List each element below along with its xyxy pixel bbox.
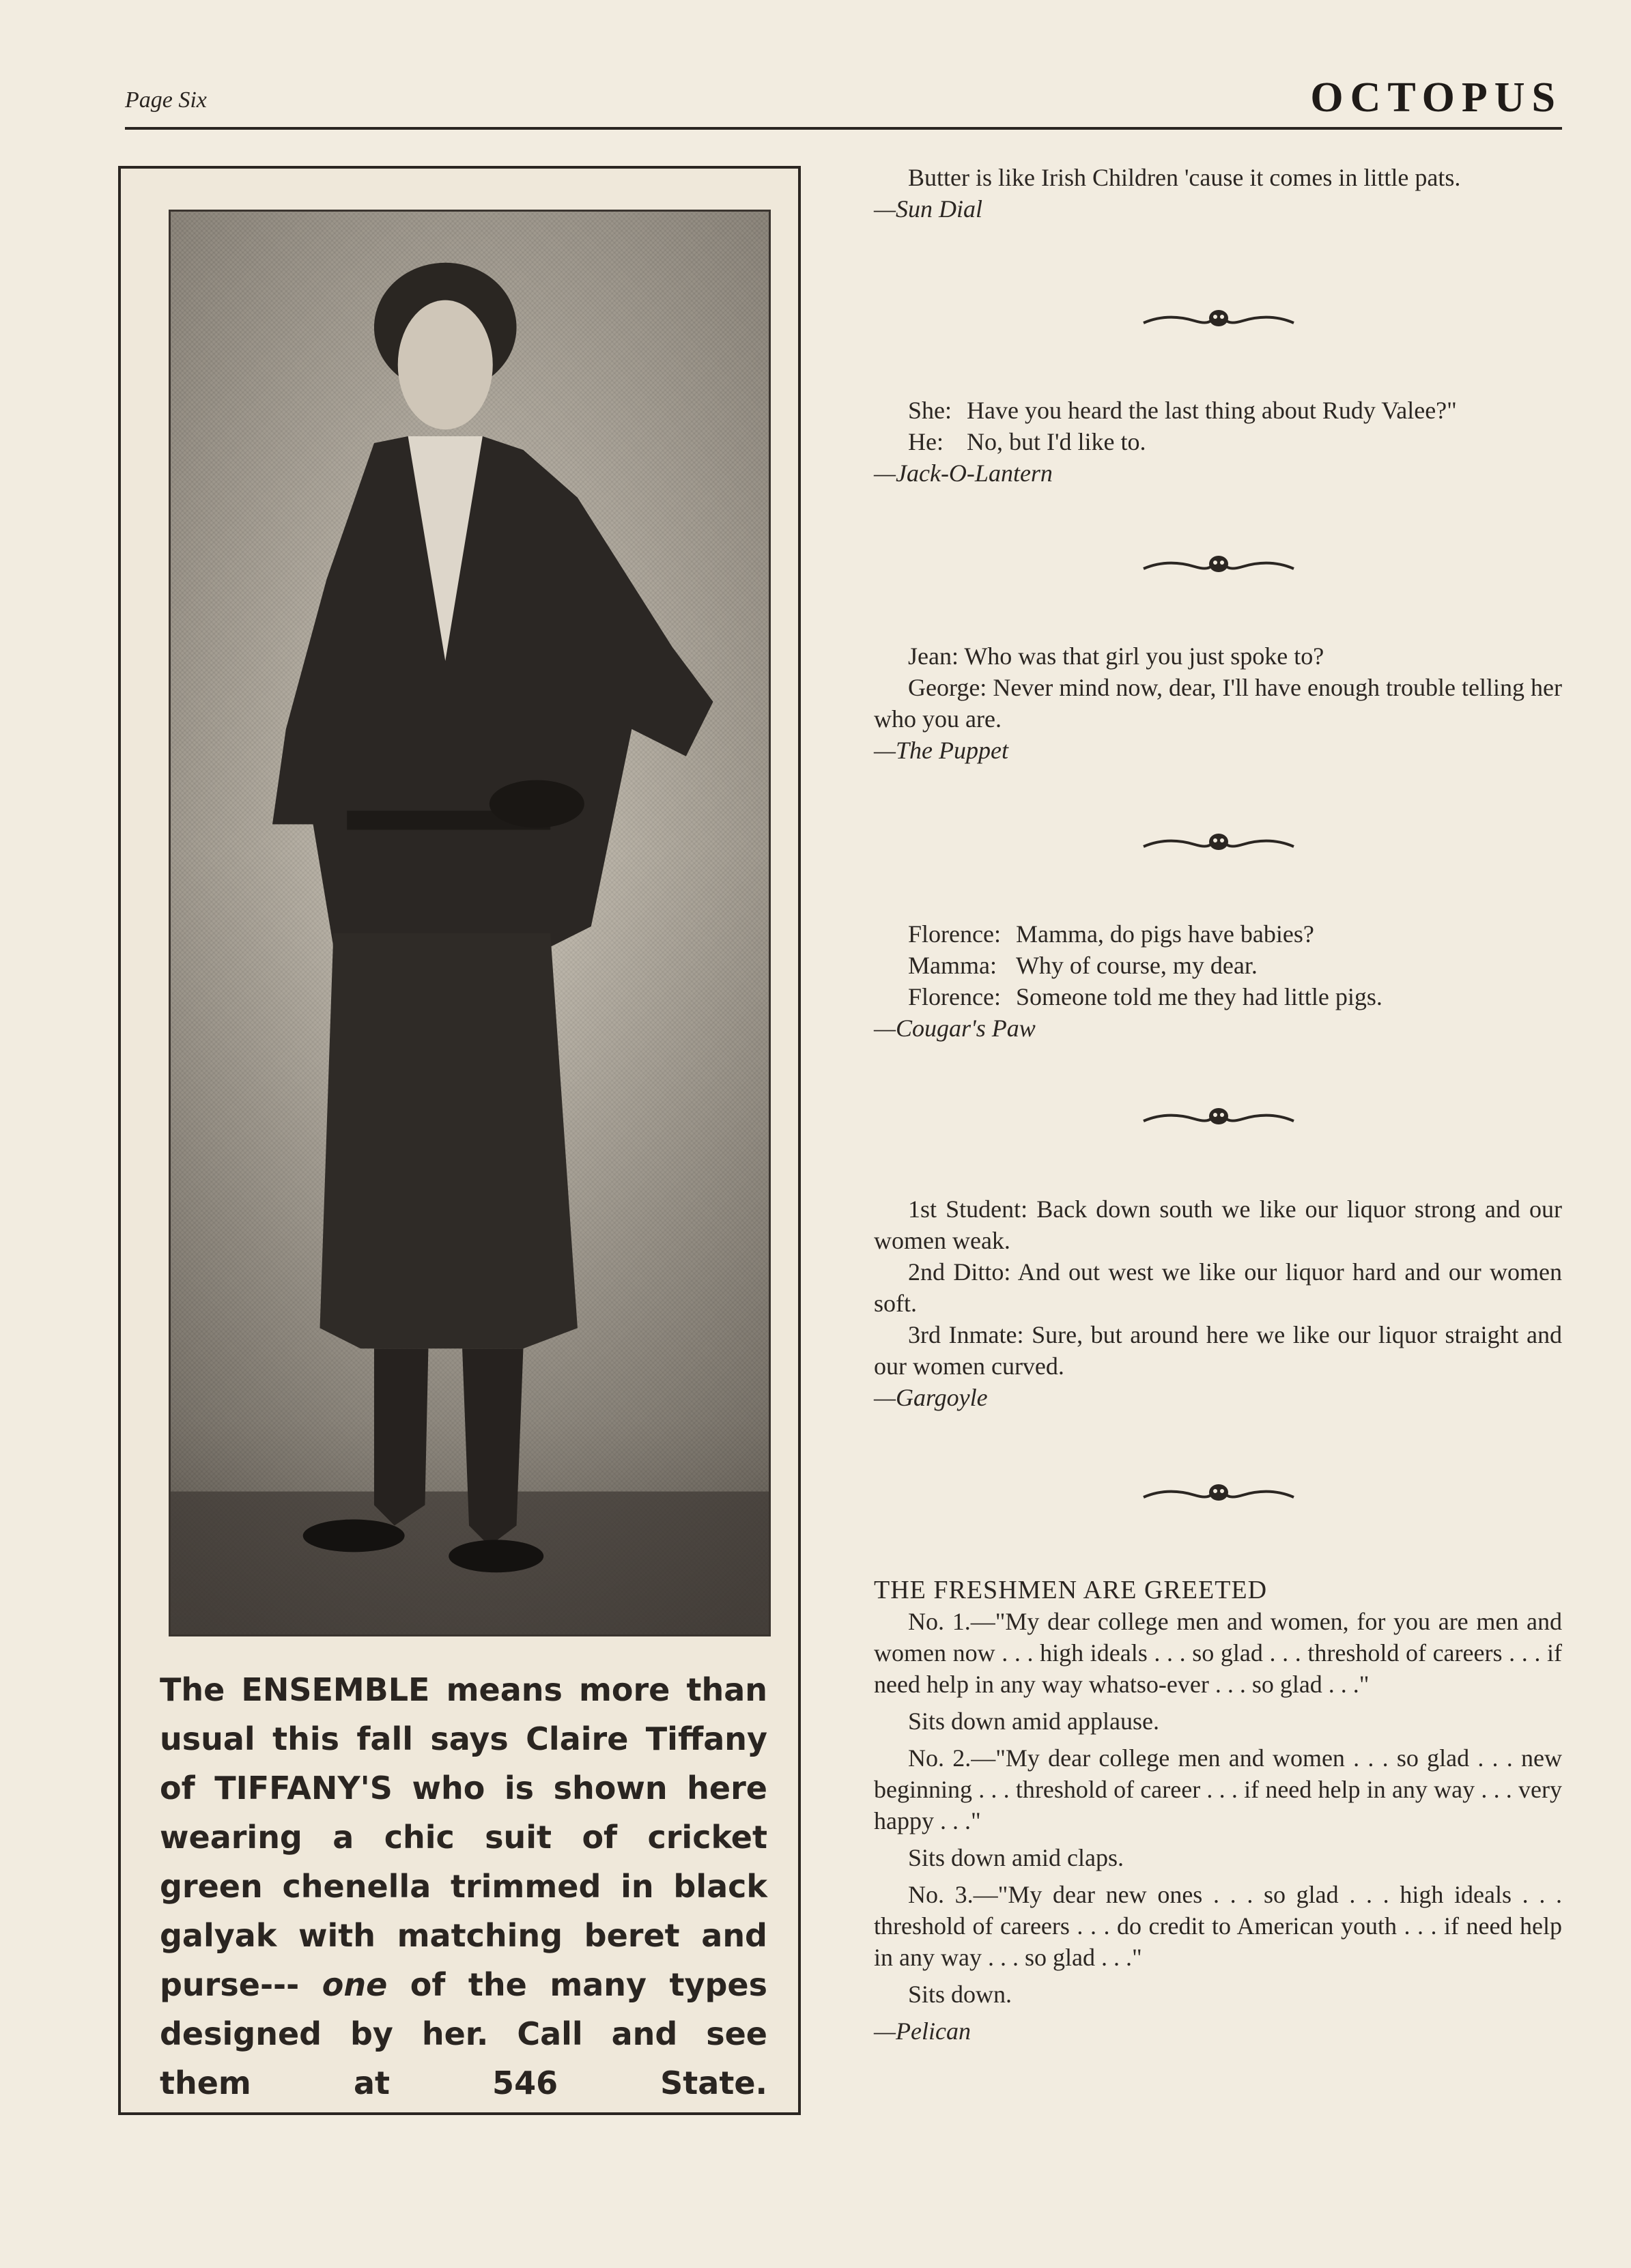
joke-credit: —Gargoyle xyxy=(874,1384,988,1411)
speech-paragraph: No. 1.—"My dear college men and women, for you are men and women now . . . high ideals . . . so glad . . . threshold of careers . . . if need help in any way whatso-ever . . . so glad . . ." xyxy=(874,1608,1562,1698)
joke-credit: —Cougar's Paw xyxy=(874,1015,1036,1042)
speaker: She: xyxy=(908,397,952,424)
joke-paragraph: George: Never mind now, dear, I'll have enough trouble telling her who you are. xyxy=(874,674,1562,733)
dialogue-line: Someone told me they had little pigs. xyxy=(1015,983,1382,1010)
ornament-divider xyxy=(1140,306,1297,333)
dialogue xyxy=(908,918,1562,1012)
speaker: Florence: xyxy=(908,983,1001,1010)
joke-text: Butter is like Irish Children 'cause it comes in little pats. xyxy=(908,164,1461,191)
speech-paragraph: Sits down amid applause. xyxy=(908,1707,1159,1735)
speech-paragraph: Sits down. xyxy=(908,1981,1012,2008)
joke-credit: —Pelican xyxy=(874,2017,971,2045)
ornament-divider xyxy=(1140,552,1297,579)
fashion-photograph xyxy=(169,210,771,1636)
ad-caption-text-end: of the many types designed by her. Call and see them at 546 State. xyxy=(160,1966,768,2101)
joke-credit: —Sun Dial xyxy=(874,195,983,223)
ornament-divider xyxy=(1140,1104,1297,1131)
dialogue-line: No, but I'd like to. xyxy=(967,428,1146,455)
speech-paragraph: Sits down amid claps. xyxy=(908,1844,1124,1871)
advertisement-caption xyxy=(160,1665,767,2108)
ad-caption-emphasis: one xyxy=(322,1966,388,2003)
speaker: He: xyxy=(908,428,944,455)
joke-3 xyxy=(874,640,1562,766)
joke-paragraph: Jean: Who was that girl you just spoke to? xyxy=(908,642,1324,670)
joke-paragraph: 1st Student: Back down south we like our liquor strong and our women weak. xyxy=(874,1195,1562,1254)
joke-2 xyxy=(874,395,1562,489)
speech-paragraph: No. 3.—"My dear new ones . . . so glad . . . high ideals . . . threshold of careers . . . do credit to American youth . . . if need help in any way . . . so glad . . ." xyxy=(874,1881,1562,1971)
joke-4 xyxy=(874,918,1562,1044)
dialogue xyxy=(908,395,1562,457)
freshmen-section xyxy=(874,1574,1562,2047)
page-number: Page Six xyxy=(125,87,207,113)
dialogue-line: Mamma, do pigs have babies? xyxy=(1015,920,1314,948)
header-rule xyxy=(125,127,1562,130)
joke-paragraph: 3rd Inmate: Sure, but around here we like our liquor straight and our women curved. xyxy=(874,1321,1562,1380)
joke-credit: —The Puppet xyxy=(874,737,1008,764)
joke-5 xyxy=(874,1193,1562,1413)
woman-in-suit-figure xyxy=(171,212,769,1634)
ornament-divider xyxy=(1140,1480,1297,1507)
speaker: Florence: xyxy=(908,920,1001,948)
ornament-divider xyxy=(1140,830,1297,857)
dialogue-line: Have you heard the last thing about Rudy Valee?" xyxy=(967,397,1457,424)
advertisement-box xyxy=(118,166,801,2115)
magazine-masthead: OCTOPUS xyxy=(1310,74,1562,121)
joke-paragraph: 2nd Ditto: And out west we like our liquor hard and our women soft. xyxy=(874,1258,1562,1317)
ad-caption-text: The ENSEMBLE means more than usual this fall says Claire Tiffany of TIFFANY'S who is shown here wearing a chic suit of cricket green chenella trimmed in black galyak with matching beret and purse--- xyxy=(160,1671,767,2003)
joke-credit: —Jack-O-Lantern xyxy=(874,459,1053,487)
dialogue-line: Why of course, my dear. xyxy=(1015,952,1258,979)
speaker: Mamma: xyxy=(908,952,997,979)
section-title: THE FRESHMEN ARE GREETED xyxy=(874,1576,1268,1604)
speech-paragraph: No. 2.—"My dear college men and women . . . so glad . . . new beginning . . . threshold of career . . . if need help in any way . . . very happy . . ." xyxy=(874,1744,1562,1834)
joke-1 xyxy=(874,162,1562,225)
